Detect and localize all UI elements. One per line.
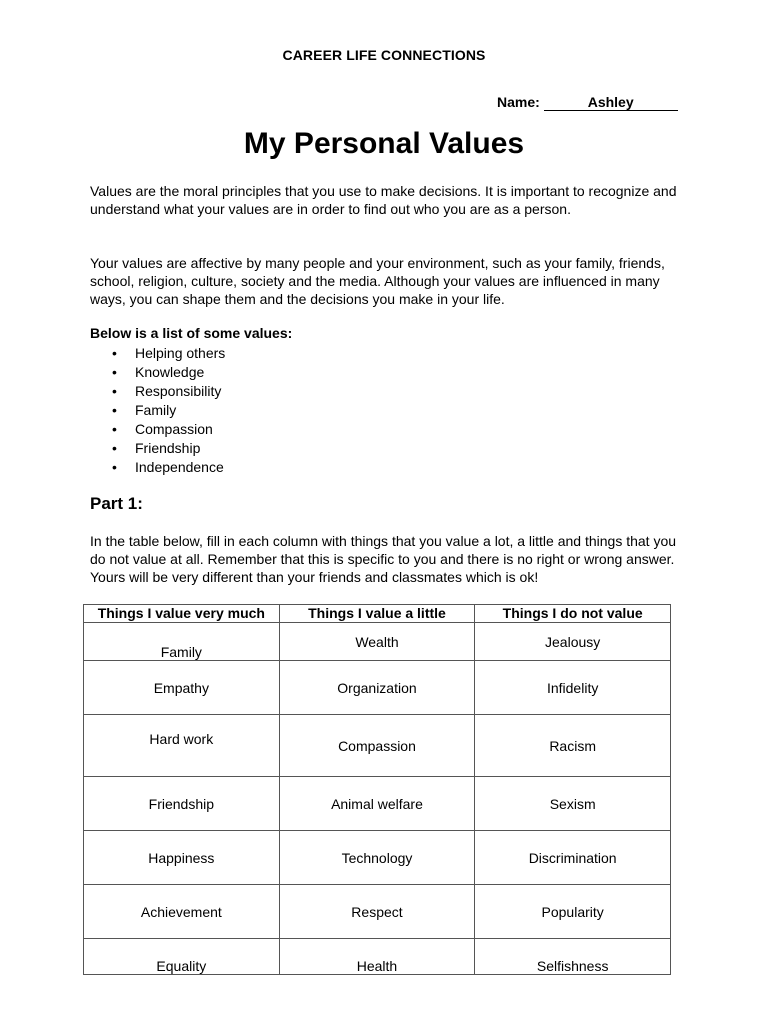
table-cell: Jealousy bbox=[475, 623, 671, 661]
table-cell: Compassion bbox=[279, 715, 475, 777]
table-cell: Organization bbox=[279, 661, 475, 715]
table-cell: Infidelity bbox=[475, 661, 671, 715]
list-item: • Knowledge bbox=[112, 364, 205, 380]
column-header: Things I value a little bbox=[279, 605, 475, 623]
list-item: • Independence bbox=[112, 459, 224, 475]
name-value: Ashley bbox=[544, 95, 678, 111]
table-row bbox=[84, 939, 671, 975]
table-cell: Popularity bbox=[475, 885, 671, 939]
influence-paragraph: Your values are affective by many people and your environment, such as your family, friends, school, religion, culture, society and the media. Although your values are influenced in many ways, you can shape them and the decisions you make in your life. bbox=[90, 255, 665, 307]
column-header: Things I value very much bbox=[84, 605, 280, 623]
list-item: • Friendship bbox=[112, 440, 201, 456]
list-item: • Responsibility bbox=[112, 383, 222, 399]
table-row bbox=[84, 885, 671, 939]
table-row bbox=[84, 777, 671, 831]
bullet-icon: • bbox=[112, 364, 117, 380]
values-list-heading: Below is a list of some values: bbox=[90, 325, 293, 341]
table-cell: Discrimination bbox=[475, 831, 671, 885]
table-cell: Friendship bbox=[84, 777, 280, 831]
table-cell: Happiness bbox=[84, 831, 280, 885]
intro-paragraph: Values are the moral principles that you use to make decisions. It is important to recognize and understand what your values are in order to find out who you are as a person. bbox=[90, 183, 677, 217]
table-cell: Family bbox=[84, 623, 280, 661]
table-cell: Wealth bbox=[279, 623, 475, 661]
values-list bbox=[90, 344, 225, 477]
bullet-icon: • bbox=[112, 402, 117, 418]
table-header-row bbox=[84, 605, 671, 623]
table-cell: Hard work bbox=[84, 715, 280, 777]
table-cell: Achievement bbox=[84, 885, 280, 939]
table-row bbox=[84, 661, 671, 715]
table-cell: Technology bbox=[279, 831, 475, 885]
list-item: • Family bbox=[112, 402, 177, 418]
column-header: Things I do not value bbox=[475, 605, 671, 623]
values-table bbox=[83, 604, 671, 975]
table-cell: Sexism bbox=[475, 777, 671, 831]
bullet-icon: • bbox=[112, 345, 117, 361]
page-title: My Personal Values bbox=[243, 127, 525, 160]
list-item: • Helping others bbox=[112, 345, 226, 361]
bullet-icon: • bbox=[112, 383, 117, 399]
bullet-icon: • bbox=[112, 440, 117, 456]
table-row bbox=[84, 623, 671, 661]
list-item: • Compassion bbox=[112, 421, 213, 437]
table-row bbox=[84, 715, 671, 777]
table-cell: Empathy bbox=[84, 661, 280, 715]
table-cell: Racism bbox=[475, 715, 671, 777]
table-cell: Health bbox=[279, 939, 475, 975]
table-cell: Equality bbox=[84, 939, 280, 975]
instructions-paragraph: In the table below, fill in each column with things that you value a lot, a little and things that you do not value at all. Remember that this is specific to you and there is no right or wrong answer. Yours will be very different than your friends and classmates which is ok! bbox=[90, 533, 677, 585]
table-cell: Animal welfare bbox=[279, 777, 475, 831]
document-header: CAREER LIFE CONNECTIONS bbox=[282, 47, 486, 63]
table-cell: Respect bbox=[279, 885, 475, 939]
bullet-icon: • bbox=[112, 421, 117, 437]
part-heading: Part 1: bbox=[90, 494, 143, 513]
table-row bbox=[84, 831, 671, 885]
name-label: Name: bbox=[497, 94, 540, 110]
table-cell: Selfishness bbox=[475, 939, 671, 975]
name-line bbox=[497, 94, 678, 111]
bullet-icon: • bbox=[112, 459, 117, 475]
